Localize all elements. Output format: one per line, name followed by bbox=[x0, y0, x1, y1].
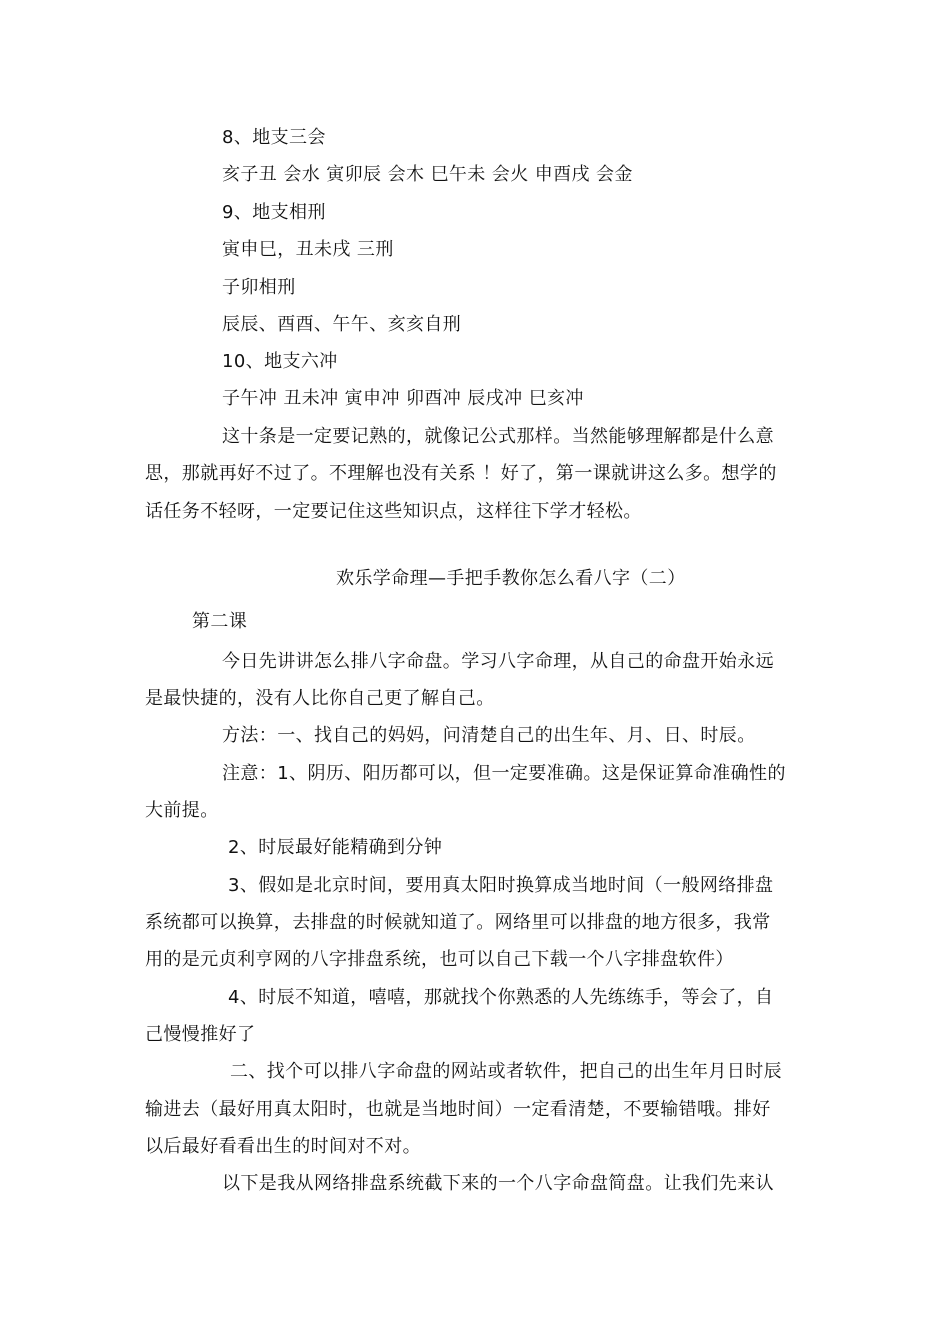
heading-earthly-branches-three-unions: 8、地支三会 bbox=[222, 127, 326, 148]
note-three-line-3: 用的是元贞利亨网的八字排盘系统，也可以自己下载一个八字排盘软件） bbox=[145, 949, 734, 970]
three-punishments-line: 寅申巳，丑未戌 三刑 bbox=[222, 239, 394, 260]
heading-earthly-branches-six-clashes: 10、地支六冲 bbox=[222, 351, 338, 372]
three-unions-list: 亥子丑 会水 寅卯辰 会木 巳午未 会火 申酉戌 会金 bbox=[222, 164, 633, 185]
note-four-line-2: 己慢慢推好了 bbox=[145, 1024, 256, 1045]
note-three-line-1: 3、假如是北京时间，要用真太阳时换算成当地时间（一般网络排盘 bbox=[228, 875, 774, 896]
method-two-line-3: 以后最好看看出生的时间对不对。 bbox=[145, 1136, 421, 1157]
self-punishment-line: 辰辰、酉酉、午午、亥亥自刑 bbox=[222, 314, 462, 335]
closing-line: 以下是我从网络排盘系统截下来的一个八字命盘简盘。让我们先来认 bbox=[222, 1173, 774, 1194]
summary-paragraph-line-3: 话任务不轻呀，一定要记住这些知识点，这样往下学才轻松。 bbox=[145, 501, 642, 522]
summary-paragraph-line-1: 这十条是一定要记熟的，就像记公式那样。当然能够理解都是什么意 bbox=[222, 426, 774, 447]
six-clashes-list: 子午冲 丑未冲 寅申冲 卯酉冲 辰戌冲 巳亥冲 bbox=[222, 388, 584, 409]
note-one-line-1: 注意：1、阴历、阳历都可以，但一定要准确。这是保证算命准确性的 bbox=[222, 763, 786, 784]
note-three-line-2: 系统都可以换算，去排盘的时候就知道了。网络里可以排盘的地方很多，我常 bbox=[145, 912, 771, 933]
method-one-line: 方法：一、找自己的妈妈，问清楚自己的出生年、月、日、时辰。 bbox=[222, 725, 756, 746]
note-two-line: 2、时辰最好能精确到分钟 bbox=[228, 837, 443, 858]
lesson-label: 第二课 bbox=[192, 611, 248, 632]
intro-paragraph-line-1: 今日先讲讲怎么排八字命盘。学习八字命理，从自己的命盘开始永远 bbox=[222, 651, 774, 672]
heading-earthly-branches-punishment: 9、地支相刑 bbox=[222, 202, 326, 223]
summary-paragraph-line-2: 思，那就再好不过了。不理解也没有关系 ！好了，第一课就讲这么多。想学的 bbox=[145, 463, 777, 484]
method-two-line-2: 输进去（最好用真太阳时，也就是当地时间）一定看清楚，不要输错哦。排好 bbox=[145, 1099, 771, 1120]
note-four-line-1: 4、时辰不知道，嘻嘻，那就找个你熟悉的人先练练手，等会了，自 bbox=[228, 987, 774, 1008]
section-title: 欢乐学命理—手把手教你怎么看八字（二） bbox=[336, 568, 686, 589]
zi-mao-punishment-line: 子卯相刑 bbox=[222, 277, 296, 298]
note-one-line-2: 大前提。 bbox=[145, 800, 219, 821]
intro-paragraph-line-2: 是最快捷的，没有人比你自己更了解自己。 bbox=[145, 688, 495, 709]
method-two-line-1: 二、找个可以排八字命盘的网站或者软件，把自己的出生年月日时辰 bbox=[230, 1061, 782, 1082]
